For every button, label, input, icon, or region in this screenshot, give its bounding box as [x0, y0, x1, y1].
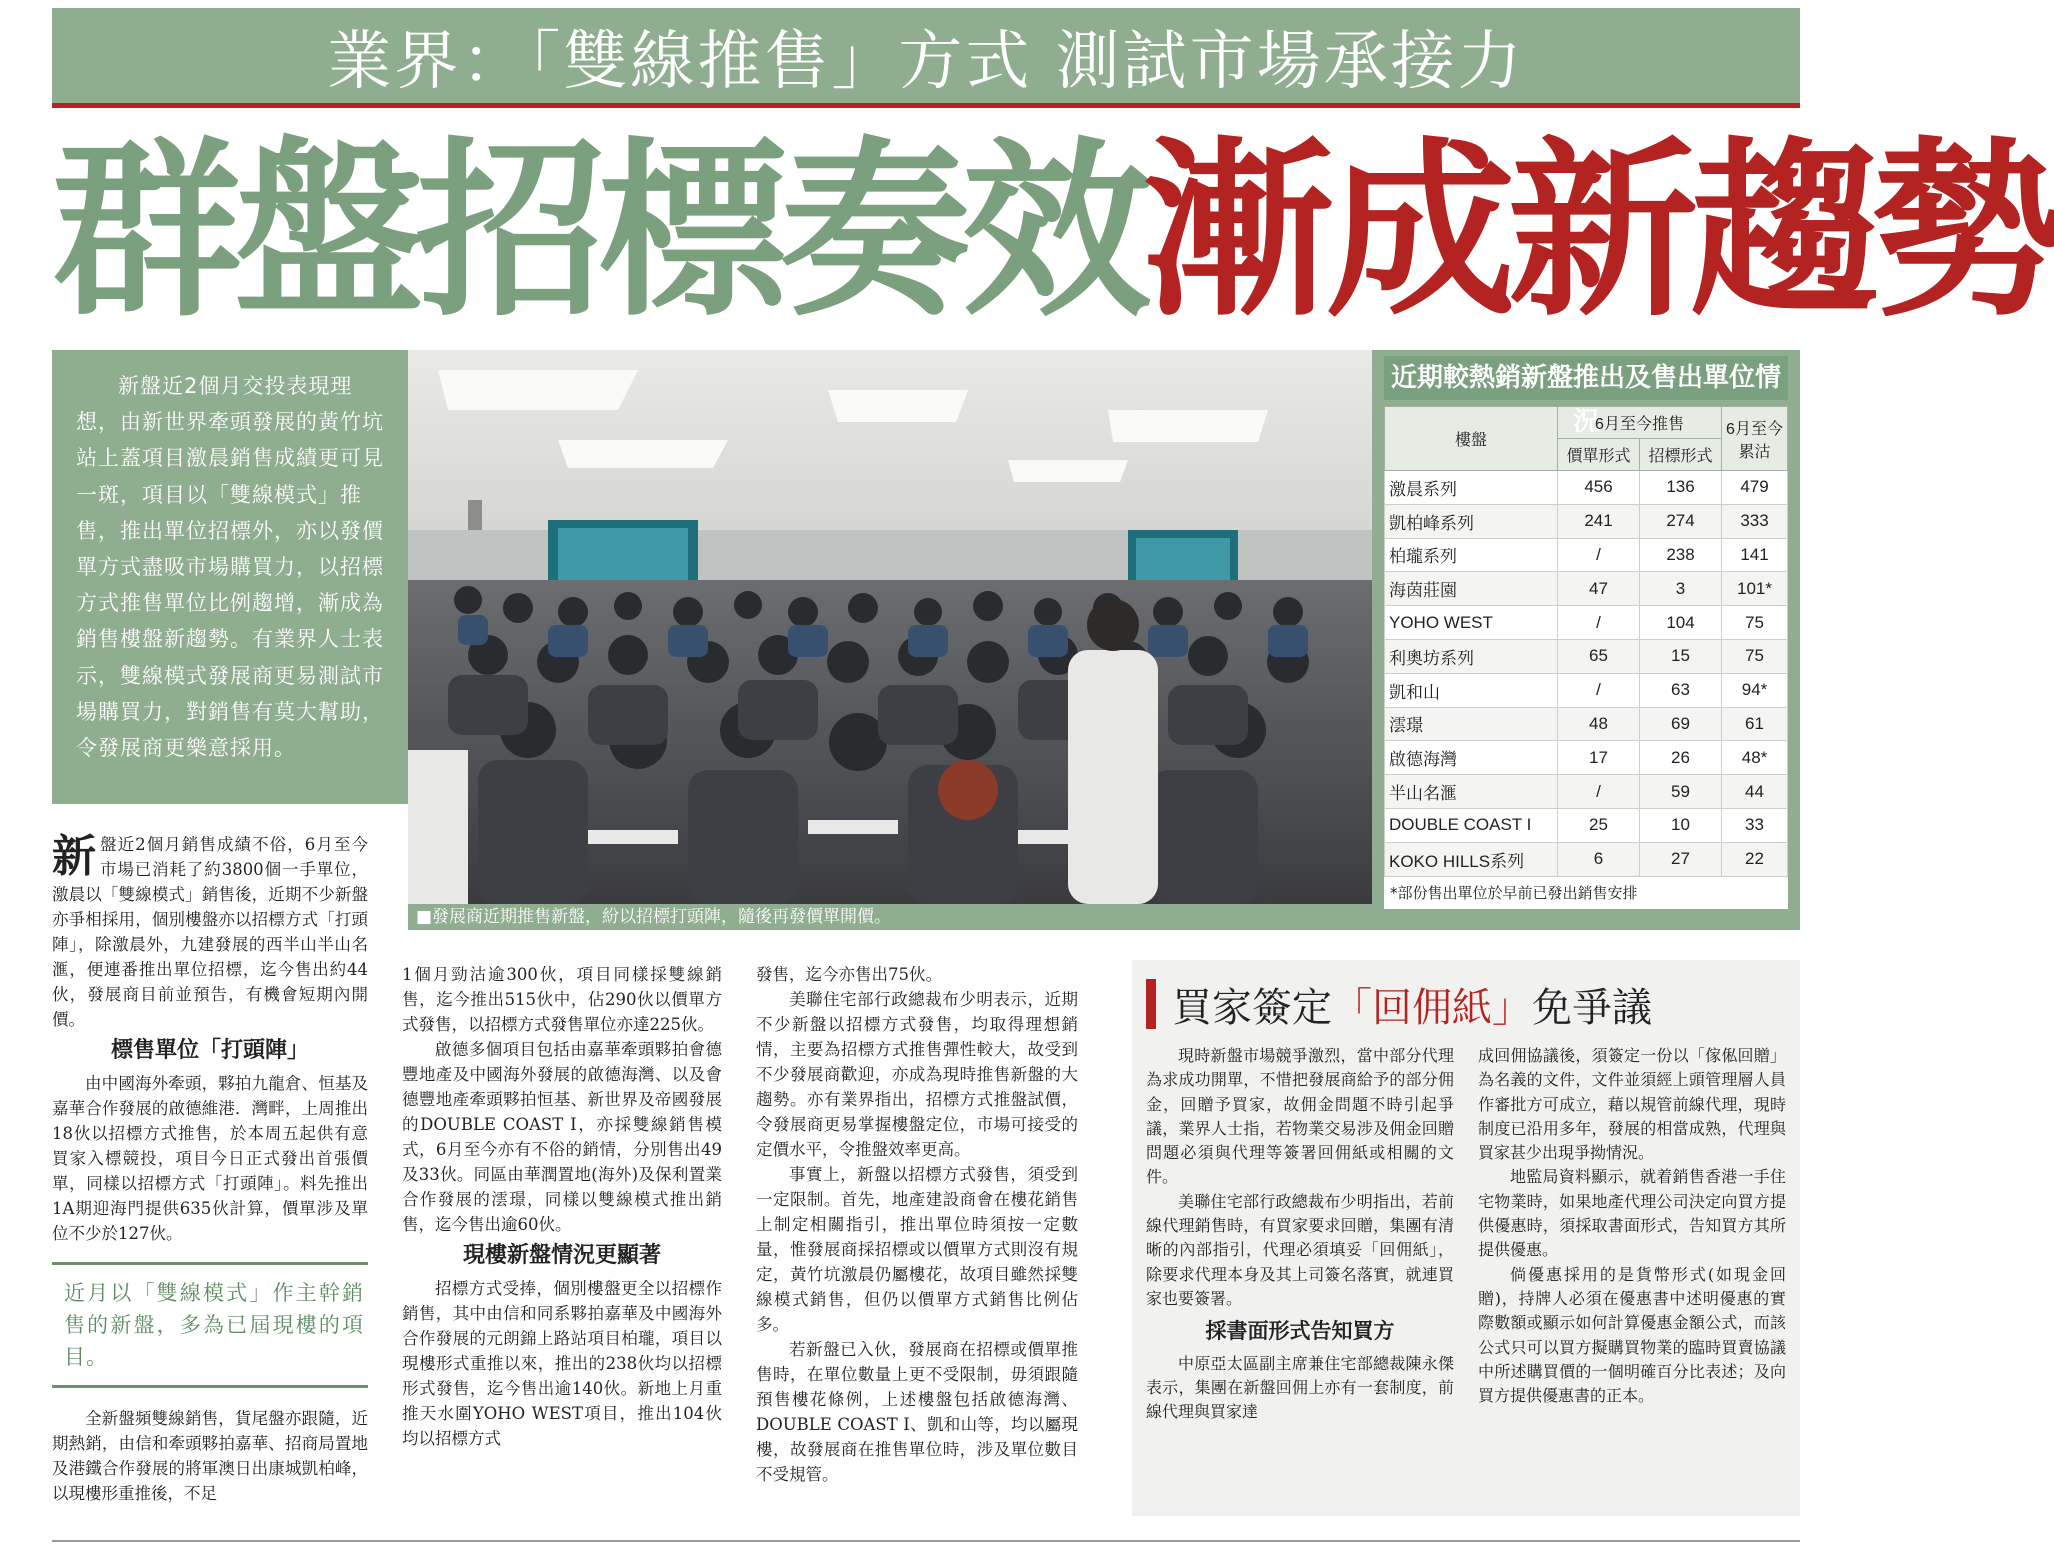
estate-cell: DOUBLE COAST I — [1385, 808, 1558, 842]
box-para-4: 成回佣協議後，須簽定一份以「傢俬回贈」為名義的文件，文件並須經上頭管理層人員作審批方可成立，藉以規管前線代理，現時制度已沿用多年，發展的相當成熟，代理與買家甚少出現爭拗情況。 — [1478, 1046, 1786, 1163]
subhead-written: 採書面形式告知買方 — [1205, 1319, 1395, 1344]
col-estate: 樓盤 — [1385, 407, 1558, 471]
col3-para-4: 若新盤已入伙，發展商在招標或價單推售時，在單位數量上更不受限制，毋須跟隨預售樓花條例，上述樓盤包括啟德海灣、DOUBLE COAST I、凱和山等，均以屬現樓，故發展商在推售單位時，涉及單位數目不受規管。 — [756, 1340, 1078, 1484]
lead-text: 新盤近2個月交投表現理想，由新世界牽頭發展的黃竹坑站上蓋項目激晨銷售成績更可見一斑，項目以「雙線模式」推售，推出單位招標外，亦以發價單方式盡吸市場購買力，以招標方式推售單位比例趨增，漸成為銷售樓盤新趨勢。有業界人士表示，雙線模式發展商更易測試市場購買力，對銷售有莫大幫助，令發展商更樂意採用。 — [76, 374, 384, 761]
table-row — [1385, 741, 1788, 775]
estate-cell: 凱和山 — [1385, 673, 1558, 707]
tender-cell: 10 — [1640, 808, 1722, 842]
estate-cell: 澐璟 — [1385, 707, 1558, 741]
table-body — [1385, 471, 1788, 877]
price-cell: 6 — [1558, 842, 1640, 876]
cumulative-cell: 75 — [1722, 606, 1788, 640]
estate-cell: 海茵莊園 — [1385, 572, 1558, 606]
subhead-tender: 標售單位「打頭陣」 — [110, 1038, 309, 1063]
col1-para-3: 全新盤頻雙線銷售，貨尾盤亦跟隨，近期熱銷，由信和牽頭夥拍嘉華、招商局置地及港鐵合作發展的將軍澳日出康城凱柏峰，以現樓形重推後，不足 — [52, 1409, 368, 1503]
table-row — [1385, 572, 1788, 606]
estate-cell: 激晨系列 — [1385, 471, 1558, 505]
col3-para-3: 事實上，新盤以招標方式發售，須受到一定限制。首先，地產建設商會在樓花銷售上制定相關指引，推出單位時須按一定數量，惟發展商採招標或以價單方式則沒有規定，黃竹坑激晨仍屬樓花，故項目雖然採雙線模式銷售，但仍以價單方式銷售比例佔多。 — [756, 1165, 1078, 1334]
headline — [52, 118, 2054, 344]
estate-cell: KOKO HILLS系列 — [1385, 842, 1558, 876]
estate-cell: 利奧坊系列 — [1385, 639, 1558, 673]
table-row — [1385, 639, 1788, 673]
table-row — [1385, 842, 1788, 876]
headline-green: 群盤招標奏效 — [52, 119, 1145, 342]
price-cell: / — [1558, 538, 1640, 572]
title-accent-bar — [1146, 979, 1156, 1029]
cumulative-cell: 101* — [1722, 572, 1788, 606]
title-part-c: 免爭議 — [1532, 984, 1652, 1031]
estate-cell: 啟德海灣 — [1385, 741, 1558, 775]
box-para-3: 中原亞太區副主席兼住宅部總裁陳永傑表示，集團在新盤回佣上亦有一套制度，前線代理與買家達 — [1146, 1353, 1454, 1422]
table-row — [1385, 606, 1788, 640]
estate-cell: 半山名滙 — [1385, 775, 1558, 809]
sidebar-left-column — [1146, 1044, 1454, 1424]
cumulative-cell: 61 — [1722, 707, 1788, 741]
price-cell: 456 — [1558, 471, 1640, 505]
tender-cell: 69 — [1640, 707, 1722, 741]
tender-cell: 59 — [1640, 775, 1722, 809]
cumulative-cell: 44 — [1722, 775, 1788, 809]
tender-cell: 63 — [1640, 673, 1722, 707]
title-part-a: 買家簽定 — [1172, 984, 1332, 1031]
table-row — [1385, 673, 1788, 707]
sidebar-right-column — [1478, 1044, 1786, 1408]
price-cell: / — [1558, 606, 1640, 640]
price-cell: 25 — [1558, 808, 1640, 842]
estate-cell: 柏瓏系列 — [1385, 538, 1558, 572]
tender-cell: 26 — [1640, 741, 1722, 775]
col1-para-1: 盤近2個月銷售成績不俗，6月至今市場已消耗了約3800個一手單位，激晨以「雙線模式」銷售後，近期不少新盤亦爭相採用，個別樓盤亦以招標方式「打頭陣」，除激晨外，九建發展的西半山半山名滙，便連番推出單位招標，迄今售出約44伙，發展商目前並預告，有機會短期內開價。 — [52, 835, 368, 1029]
tender-cell: 136 — [1640, 471, 1722, 505]
col3-para-2: 美聯住宅部行政總裁布少明表示，近期不少新盤以招標方式發售，均取得理想銷情，主要為招標方式推售彈性較大，故受到不少發展商歡迎，亦成為現時推售新盤的大趨勢。亦有業界指出，招標方式推盤試價，令發展商更易掌握樓盤定位，市場可接受的定價水平，令推盤效率更高。 — [756, 990, 1078, 1159]
price-cell: 47 — [1558, 572, 1640, 606]
subhead-completed: 現樓新盤情況更顯著 — [462, 1243, 661, 1268]
col2-para-1: 1個月勁沽逾300伙，項目同樣採雙線銷售，迄今推出515伙中，佔290伙以價單方式發售，以招標方式發售單位亦達225伙。 — [402, 965, 722, 1034]
tender-cell: 27 — [1640, 842, 1722, 876]
box-para-2: 美聯住宅部行政總裁布少明指出，若前線代理銷售時，有買家要求回贈，集團有清晰的內部指引，代理必須填妥「回佣紙」，除要求代理本身及其上司簽名落實，就連買家也要簽署。 — [1146, 1191, 1454, 1308]
col-price-list: 價單形式 — [1558, 439, 1640, 471]
sidebar-article-title — [1146, 972, 1786, 1036]
box-para-1: 現時新盤市場競爭激烈，當中部分代理為求成功開單，不惜把發展商給予的部分佣金，回贈予買家，故佣金問題不時引起爭議，業界人士指，若物業交易涉及佣金回贈問題必須與代理等簽署回佣紙或相關的文件。 — [1146, 1046, 1454, 1187]
kicker-banner — [52, 8, 1800, 108]
col1-para-2: 由中國海外牽頭，夥拍九龍倉、恒基及嘉華合作發展的啟德維港．灣畔，上周推出18伙以招標方式推售，於本周五起供有意買家入標競投，項目今日正式發出首張價單，同樣以招標方式「打頭陣」。料先推出1A期迎海門提供635伙計算，價單涉及單位不少於127伙。 — [52, 1074, 368, 1243]
col2-para-3: 招標方式受捧，個別樓盤更全以招標作銷售，其中由信和同系夥拍嘉華及中國海外合作發展的元朗錦上路站項目柏瓏，項目以現樓形式重推以來，推出的238伙均以招標形式發售，迄今售出逾140伙。新地上月重推天水圍YOHO WEST項目，推出104伙均以招標方式 — [402, 1279, 722, 1448]
table-row — [1385, 471, 1788, 505]
price-cell: 17 — [1558, 741, 1640, 775]
cumulative-cell: 94* — [1722, 673, 1788, 707]
tender-cell: 104 — [1640, 606, 1722, 640]
article-column-2 — [402, 962, 722, 1451]
kicker-text: 業界：「雙線推售」方式 測試市場承接力 — [327, 24, 1525, 99]
cumulative-cell: 333 — [1722, 504, 1788, 538]
table-row — [1385, 775, 1788, 809]
price-cell: / — [1558, 673, 1640, 707]
tender-cell: 274 — [1640, 504, 1722, 538]
tender-cell: 3 — [1640, 572, 1722, 606]
pull-quote: 近月以「雙線模式」作主幹銷售的新盤，多為已屆現樓的項目。 — [52, 1262, 368, 1388]
crowd-photo-illustration — [408, 350, 1372, 904]
cumulative-cell: 48* — [1722, 741, 1788, 775]
estate-cell: 凱柏峰系列 — [1385, 504, 1558, 538]
cumulative-cell: 22 — [1722, 842, 1788, 876]
estate-cell: YOHO WEST — [1385, 606, 1558, 640]
article-column-3 — [756, 962, 1078, 1487]
sales-table — [1384, 406, 1788, 877]
price-cell: 241 — [1558, 504, 1640, 538]
news-photo — [408, 350, 1372, 904]
bottom-rule — [52, 1540, 1800, 1542]
drop-cap: 新 — [52, 831, 96, 882]
price-cell: / — [1558, 775, 1640, 809]
table-row — [1385, 538, 1788, 572]
table-note: *部份售出單位於早前已發出銷售安排 — [1384, 877, 1788, 909]
col-tender: 招標形式 — [1640, 439, 1722, 471]
headline-red: 漸成新趨勢 — [1144, 119, 2054, 342]
col2-para-2: 啟德多個項目包括由嘉華牽頭夥拍會德豐地產及中國海外發展的啟德海灣、以及會德豐地產牽頭夥拍恒基、新世界及帝國發展的DOUBLE COAST I，亦採雙線銷售模式，6月至今亦有不俗的銷情，分別售出49及33伙。同區由華潤置地(海外)及保利置業合作發展的澐璟，同樣以雙線模式推出銷售，迄今售出逾60伙。 — [402, 1040, 722, 1234]
photo-caption: ■發展商近期推售新盤，紛以招標打頭陣，隨後再發價單開價。 — [408, 904, 1372, 930]
col-group: 6月至今推售 — [1558, 407, 1722, 439]
table-title: 近期較熱銷新盤推出及售出單位情況 — [1384, 356, 1788, 400]
price-cell: 48 — [1558, 707, 1640, 741]
cumulative-cell: 33 — [1722, 808, 1788, 842]
tender-cell: 15 — [1640, 639, 1722, 673]
table-row — [1385, 504, 1788, 538]
box-para-5: 地監局資料顯示，就着銷售香港一手住宅物業時，如果地產代理公司決定向買方提供優惠時，須採取書面形式，告知買方其所提供優惠。 — [1478, 1167, 1786, 1260]
cumulative-cell: 141 — [1722, 538, 1788, 572]
col-cumulative: 6月至今累沽 — [1722, 407, 1788, 471]
col3-para-1: 發售，迄今亦售出75伙。 — [756, 965, 942, 984]
article-column-1 — [52, 832, 368, 1506]
table-row — [1385, 808, 1788, 842]
lead-box — [52, 350, 408, 804]
tender-cell: 238 — [1640, 538, 1722, 572]
title-part-b: 「回佣紙」 — [1332, 984, 1532, 1031]
price-cell: 65 — [1558, 639, 1640, 673]
box-para-6: 倘優惠採用的是貨幣形式(如現金回贈)，持牌人必須在優惠書中述明優惠的實際數額或顯示如何計算優惠金額公式，而該公式只可以買方擬購買物業的臨時買賣協議中所述購買價的一個明確百分比表述；及向買方提供優惠書的正本。 — [1478, 1264, 1786, 1406]
cumulative-cell: 479 — [1722, 471, 1788, 505]
sales-table-box — [1372, 350, 1800, 930]
sidebar-article — [1132, 960, 1800, 1516]
table-row — [1385, 707, 1788, 741]
cumulative-cell: 75 — [1722, 639, 1788, 673]
